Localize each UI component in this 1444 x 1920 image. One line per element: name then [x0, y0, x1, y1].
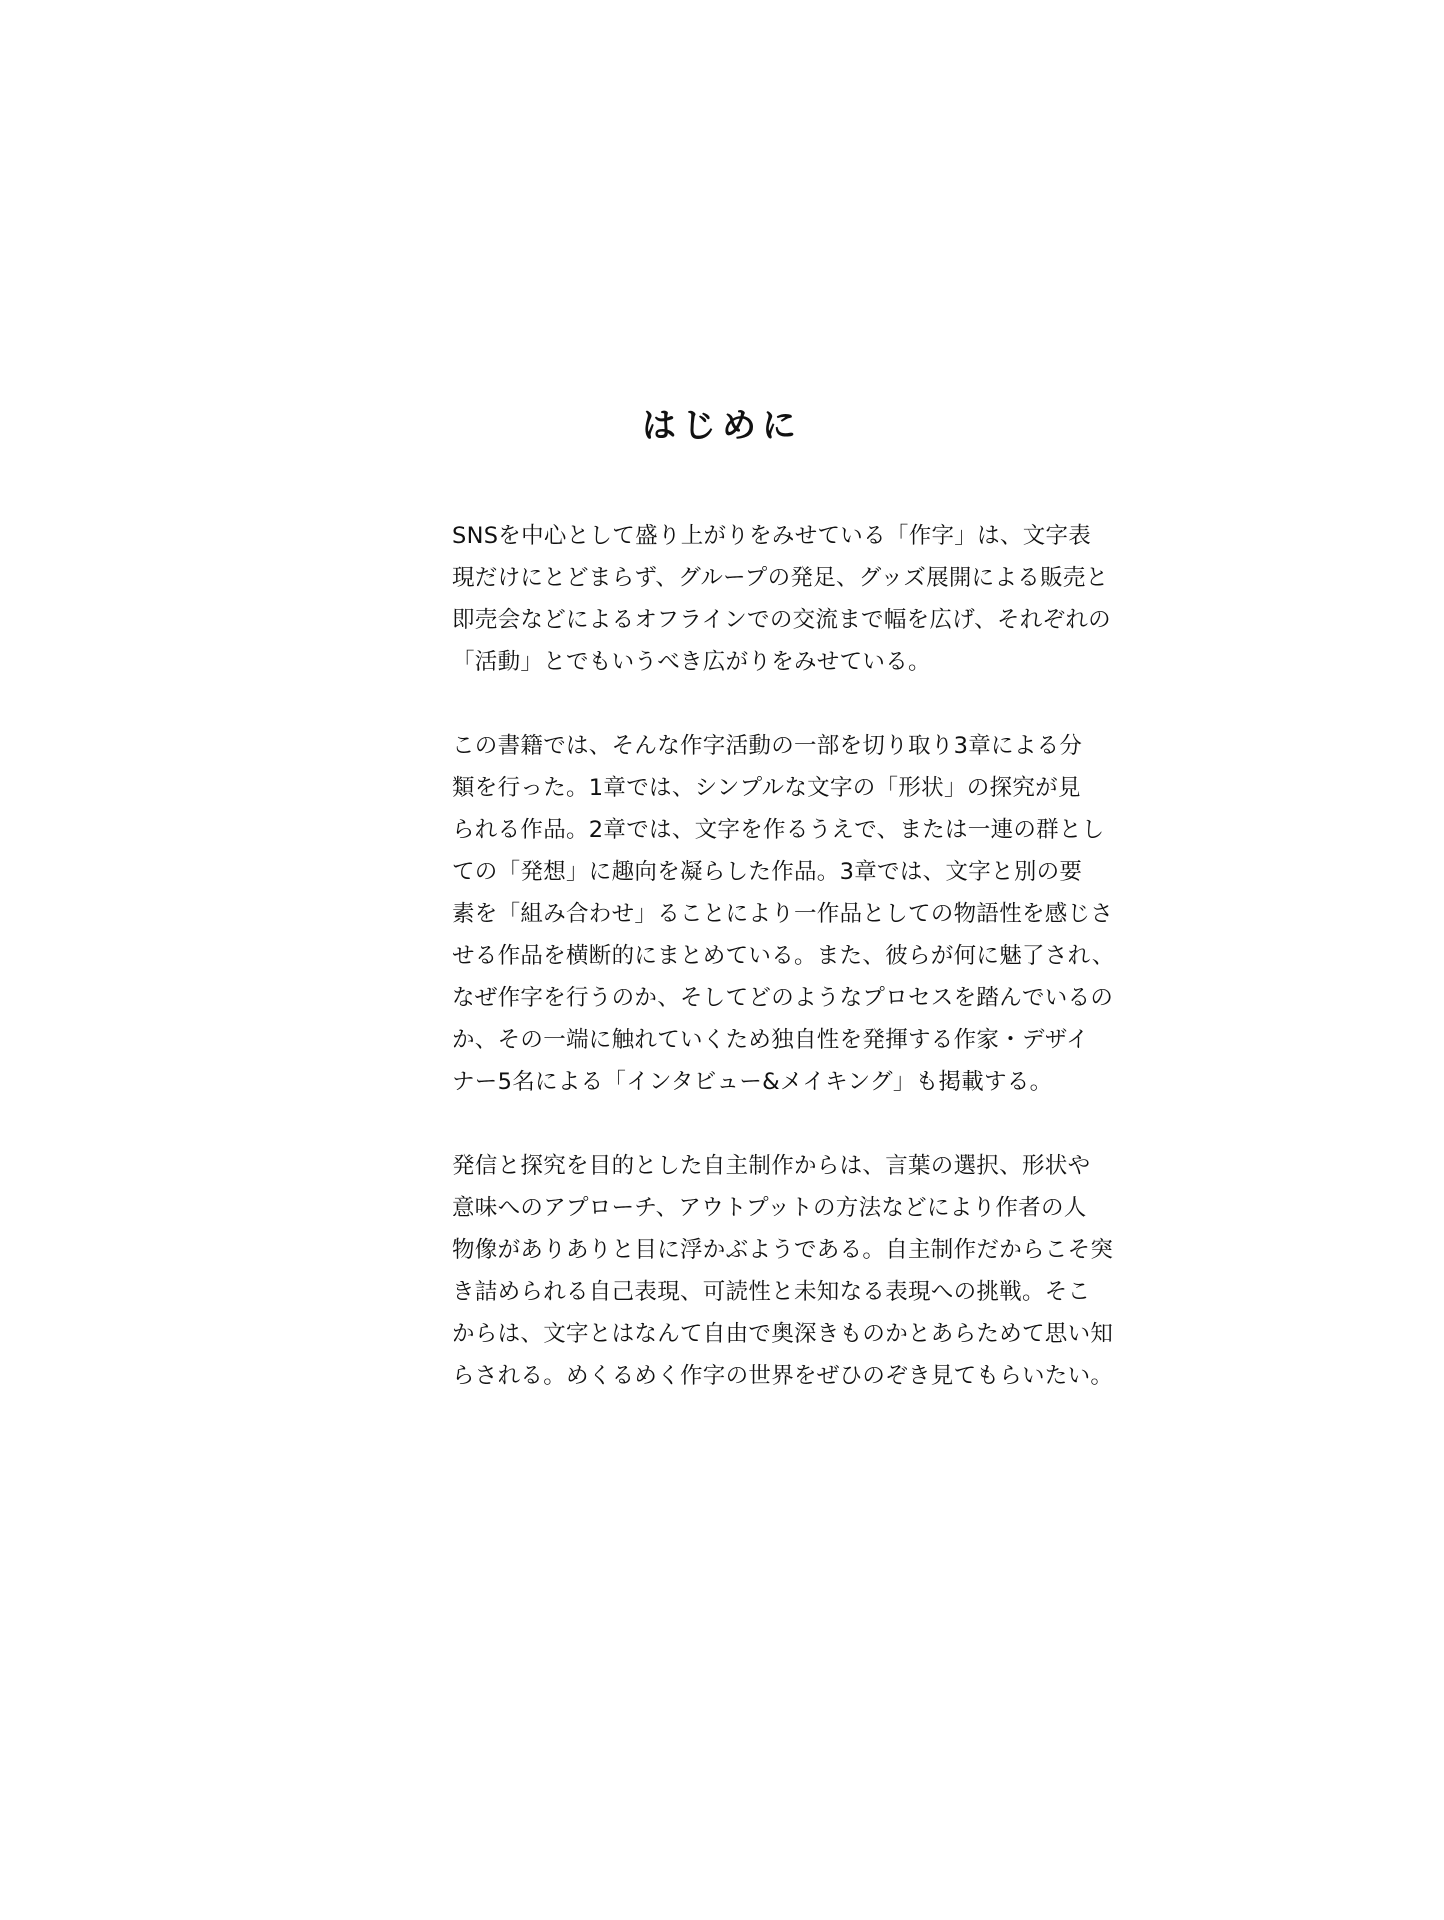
text-line: 現だけにとどまらず、グループの発足、グッズ展開による販売と — [452, 565, 1109, 591]
introduction-body — [452, 515, 1115, 1439]
text-line: この書籍では、そんな作字活動の一部を切り取り3章による分 — [452, 733, 1083, 759]
text-line: き詰められる自己表現、可読性と未知なる表現への挑戦。そこ — [452, 1279, 1091, 1305]
text-line: 意味へのアプローチ、アウトプットの方法などにより作者の人 — [452, 1195, 1087, 1221]
text-line: なぜ作字を行うのか、そしてどのようなプロセスを踏んでいるの — [452, 985, 1114, 1011]
text-line: ての「発想」に趣向を凝らした作品。3章では、文字と別の要 — [452, 859, 1083, 885]
text-line: か、その一端に触れていくため独自性を発揮する作家・デザイ — [452, 1027, 1089, 1053]
text-line: 類を行った。1章では、シンプルな文字の「形状」の探究が見 — [452, 775, 1081, 801]
text-line: 即売会などによるオフラインでの交流まで幅を広げ、それぞれの — [452, 607, 1111, 633]
paragraph-2 — [452, 725, 1115, 1103]
text-line: らされる。めくるめく作字の世界をぜひのぞき見てもらいたい。 — [452, 1363, 1114, 1389]
text-line: られる作品。2章では、文字を作るうえで、または一連の群とし — [452, 817, 1105, 843]
text-line: 物像がありありと目に浮かぶようである。自主制作だからこそ突 — [452, 1237, 1114, 1263]
text-line: 素を「組み合わせ」ることにより一作品としての物語性を感じさ — [452, 901, 1114, 927]
text-line: からは、文字とはなんて自由で奥深きものかとあらためて思い知 — [452, 1321, 1114, 1347]
paragraph-3 — [452, 1145, 1114, 1397]
text-line: ナー5名による「インタビュー&メイキング」も掲載する。 — [452, 1069, 1053, 1095]
text-line: 発信と探究を目的とした自主制作からは、言葉の選択、形状や — [452, 1153, 1091, 1179]
page-title: はじめに — [642, 406, 802, 446]
text-line: SNSを中心として盛り上がりをみせている「作字」は、文字表 — [452, 523, 1092, 549]
text-line: せる作品を横断的にまとめている。また、彼らが何に魅了され、 — [452, 943, 1115, 969]
paragraph-1 — [452, 515, 1111, 683]
text-line: 「活動」とでもいうべき広がりをみせている。 — [452, 649, 931, 675]
